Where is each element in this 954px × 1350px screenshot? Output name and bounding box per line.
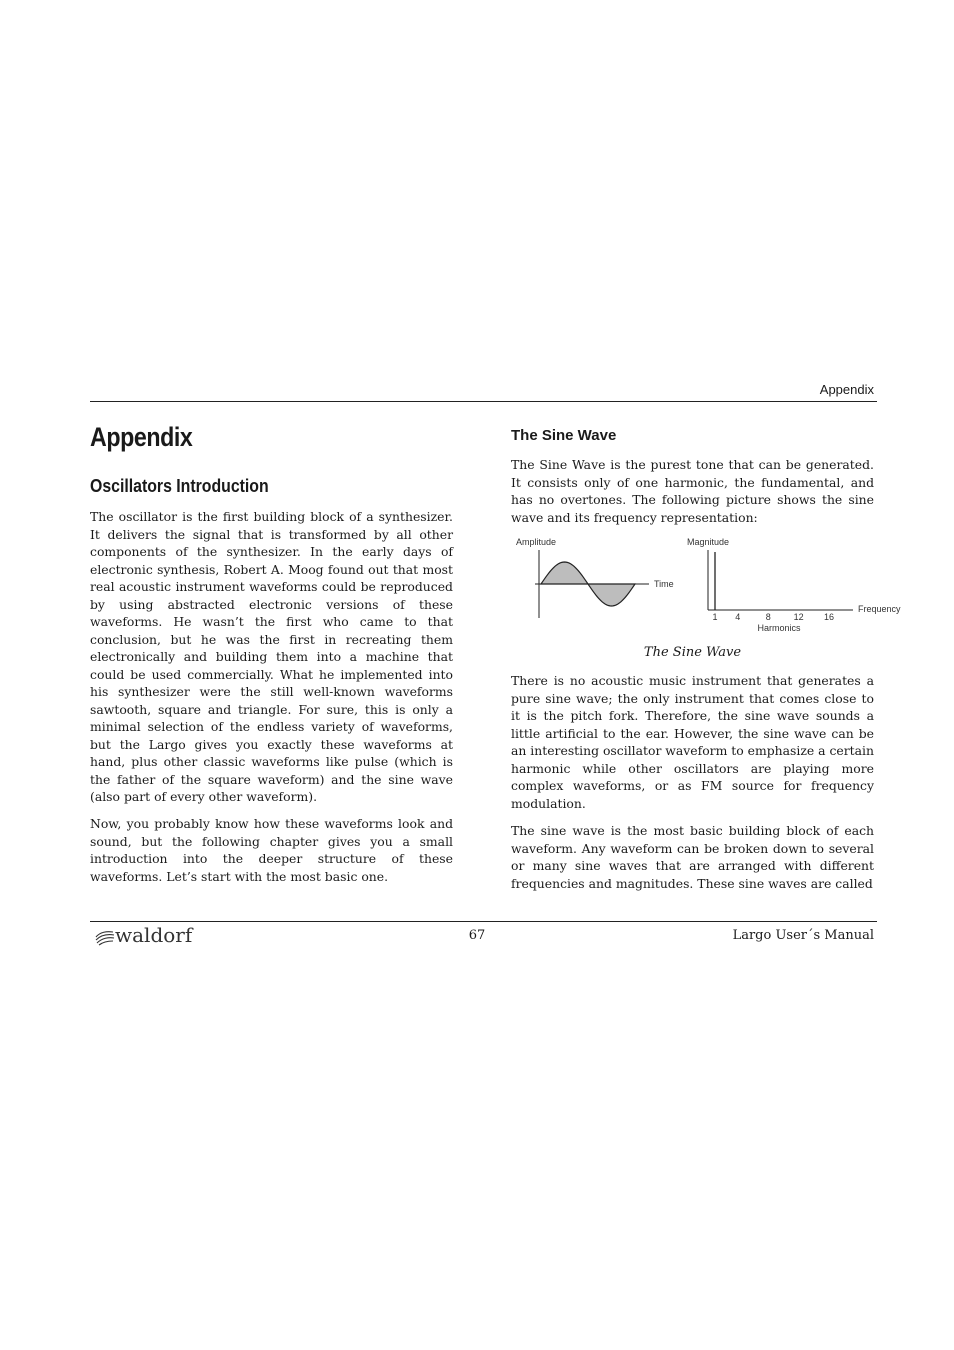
- harmonic-tick-label: 1: [712, 612, 718, 622]
- harmonic-tick-label: 8: [765, 612, 771, 622]
- waldorf-emblem-icon: [96, 932, 114, 945]
- magnitude-axis-label: Magnitude: [687, 537, 730, 547]
- chapter-title: Appendix: [90, 422, 193, 452]
- section-title: Oscillators Introduction: [90, 476, 269, 496]
- sine-wave-figure: [511, 532, 911, 636]
- time-axis-label: Time: [654, 579, 674, 589]
- sine-waveform: [541, 562, 635, 606]
- subsection-title: The Sine Wave: [511, 427, 617, 444]
- body-paragraph: The oscillator is the first building block of a synthesizer. It delivers the signal that is transformed by all other components of the synthesizer. In the early days of electronic synthesis, Robert A. Moog found out that most real acoustic instrument waveforms could be reproduced by using abstracted electronic versions of these waveforms. He wasn’t the first who came to that conclusion, but he was the first in recreating them electronically and building them into a machine that could be used commercially. What he implemented into his synthesizer were the still well-known waveforms sawtooth, square and triangle. For sure, this is only a minimal selection of the endless variety of waveforms, but the Largo gives you exactly these waveforms at hand, plus other classic waveforms like pulse (which is the father of the square waveform) and the sine wave (also part of every other waveform).: [90, 509, 453, 804]
- figure-caption: The Sine Wave: [643, 645, 742, 660]
- header-rule: [90, 401, 877, 402]
- running-header: Appendix: [819, 382, 874, 397]
- manual-title: Largo User´s Manual: [732, 928, 874, 943]
- harmonic-tick-label: 12: [793, 612, 804, 622]
- body-paragraph: There is no acoustic music instrument that generates a pure sine wave; the only instrument that comes close to it is the pitch fork. Therefore, the sine wave sounds a little artificial to the ear. However, the sine wave can be an interesting oscillator waveform to emphasize a certain harmonic while other oscillators are playing more complex waveforms, or as FM source for frequency modulation.: [511, 673, 874, 811]
- frequency-axis-label: Frequency: [858, 604, 901, 614]
- logo-wordmark: waldorf: [115, 923, 193, 947]
- page-number: 67: [468, 928, 486, 943]
- footer-rule: [90, 921, 877, 922]
- amplitude-axis-label: Amplitude: [516, 537, 557, 547]
- body-paragraph: The sine wave is the most basic building block of each waveform. Any waveform can be broken down to several or many sine waves that are arranged with different frequencies and magnitudes. These sine waves are called: [511, 823, 874, 891]
- harmonics-axis-title: Harmonics: [757, 623, 801, 633]
- harmonic-tick-label: 4: [735, 612, 741, 622]
- body-paragraph: The Sine Wave is the purest tone that can be generated. It consists only of one harmonic, the fundamental, and has no overtones. The following picture shows the sine wave and its frequency representation:: [511, 457, 874, 525]
- harmonic-tick-label: 16: [823, 612, 835, 622]
- body-paragraph: Now, you probably know how these waveforms look and sound, but the following chapter gives you a small introduction into the deeper structure of these waveforms. Let’s start with the most basic one.: [90, 816, 453, 884]
- waldorf-logo: [93, 920, 203, 948]
